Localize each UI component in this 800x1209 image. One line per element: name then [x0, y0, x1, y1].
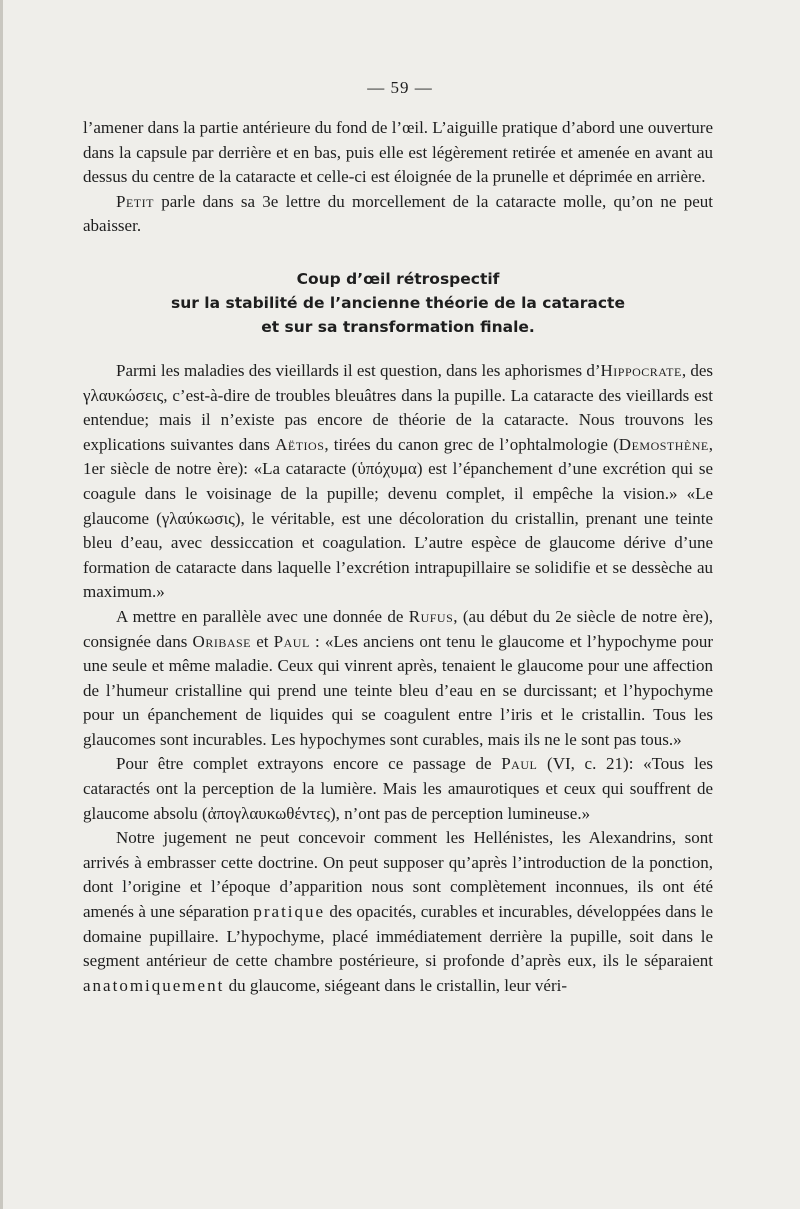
heading-line: Coup d’œil rétrospectif: [296, 269, 500, 288]
paragraph-text: (VI, c. 21): «Tous les cataractés ont la perception de la lumière. Mais les amaurotiques et ceux qui souffrent de glaucome absolu (ἀπογλαυκωθέντες), n’ont pas de perception lumineuse.»: [83, 754, 713, 823]
paragraph-text: et: [251, 631, 274, 651]
paragraph: [83, 826, 713, 998]
paragraph: [83, 190, 713, 239]
paragraph-text: A mettre en parallèle avec une donnée de: [116, 606, 409, 626]
paragraph-text: Notre jugement ne peut concevoir comment les Hellénistes, les Alexandrins, sont arrivés à embrasser cette doctrine. On peut supposer qu’après l’introduction de la ponction, dont l’origine et l’époque d’apparition nous sont complètement inconnues, ils ont été amenés à une séparation: [83, 828, 713, 922]
paragraph-text: , tirées du canon grec de l’ophtalmologie (: [324, 434, 619, 454]
author-name: Paul: [273, 631, 310, 651]
paragraph-text: l’amener dans la partie antérieure du fond de l’œil. L’aiguille pratique d’abord une ouverture dans la capsule par derrière et en bas, puis elle est légèrement retirée et amenée en avant au dessus du centre de la cataracte et celle-ci est éloignée de la prunelle et déprimée en arrière.: [83, 118, 714, 187]
author-name: Oribase: [192, 631, 251, 651]
emphasized-word: anatomiquement: [83, 975, 225, 995]
paragraph-text: des opacités, curables et incurables, développées dans le domaine pupillaire. L’hypochyme, placé immédiatement derrière la pupille, soit dans le segment antérieur de cette chambre postérieure, si profonde d’après eux, ils le séparaient: [83, 902, 713, 971]
paragraph-text: : «Les anciens ont tenu le glaucome et l’hypochyme pour une seule et même maladie. Ceux qui vinrent après, tenaient le glaucome pour une affection de l’humeur cristalline qui prend une teinte bleu d’eau en se durcissant; et l’hypochyme pour un épanchement de liquides qui se coagulent entre l’iris et le cristallin. Tous les glaucomes sont incurables. Les hypochymes sont curables, mais ils ne le sont pas tous.»: [83, 631, 713, 749]
paragraph-text: Parmi les maladies des vieillards il est question, dans les aphorismes d’: [116, 360, 601, 380]
author-name: Aëtios: [275, 434, 325, 454]
page-number: — 59 —: [367, 78, 433, 97]
paragraph-text: , (au début du 2e siècle de notre ère), consignée dans: [83, 606, 713, 651]
heading-line: sur la stabilité de l’ancienne théorie de la cataracte: [171, 293, 625, 312]
author-name: Paul: [501, 754, 538, 774]
page-edge-shadow: [0, 0, 3, 1209]
paragraph: [83, 752, 713, 826]
heading-line: et sur sa transformation finale.: [261, 317, 535, 336]
paragraph-text: Pour être complet extrayons encore ce passage de: [116, 754, 502, 774]
emphasized-word: pratique: [253, 902, 326, 922]
paragraph-text: parle dans sa 3e lettre du morcellement de la cataracte molle, qu’on ne peut abaisser.: [83, 191, 713, 236]
paragraph: [83, 605, 713, 753]
author-name: Petit: [116, 191, 154, 211]
paragraph: [83, 359, 713, 605]
author-name: Hippocrate: [600, 360, 682, 380]
paragraph-text: du glaucome, siégeant dans le cristallin, leur véri-: [224, 975, 568, 995]
paragraph: [83, 116, 713, 190]
paragraph-text: , 1er siècle de notre ère): «La cataracte (ὑπόχυμα) est l’épanchement d’une excrétion qui se coagule dans le voisinage de la pupille; devenu complet, il empêche la vision.» «Le glaucome (γλαύκωσις), le véritable, est une décoloration du cristallin, prenant une teinte bleu d’eau, avec dessiccation et coagulation. L’autre espèce de glaucome dérive d’une formation de cataracte dans laquelle l’excrétion intrapupillaire se solidifie et se dessèche au maximum.»: [83, 434, 713, 602]
author-name: Demosthène: [618, 434, 709, 454]
section-heading: [83, 267, 713, 339]
page-text: [83, 116, 713, 998]
paragraph-text: , des γλαυκώσεις, c’est-à-dire de troubles bleuâtres dans la pupille. La cataracte des vieillards est entendue; mais il n’existe pas encore de théorie de la cataracte. Nous trouvons les explications suivantes dans: [83, 360, 713, 454]
author-name: Rufus: [408, 606, 454, 626]
